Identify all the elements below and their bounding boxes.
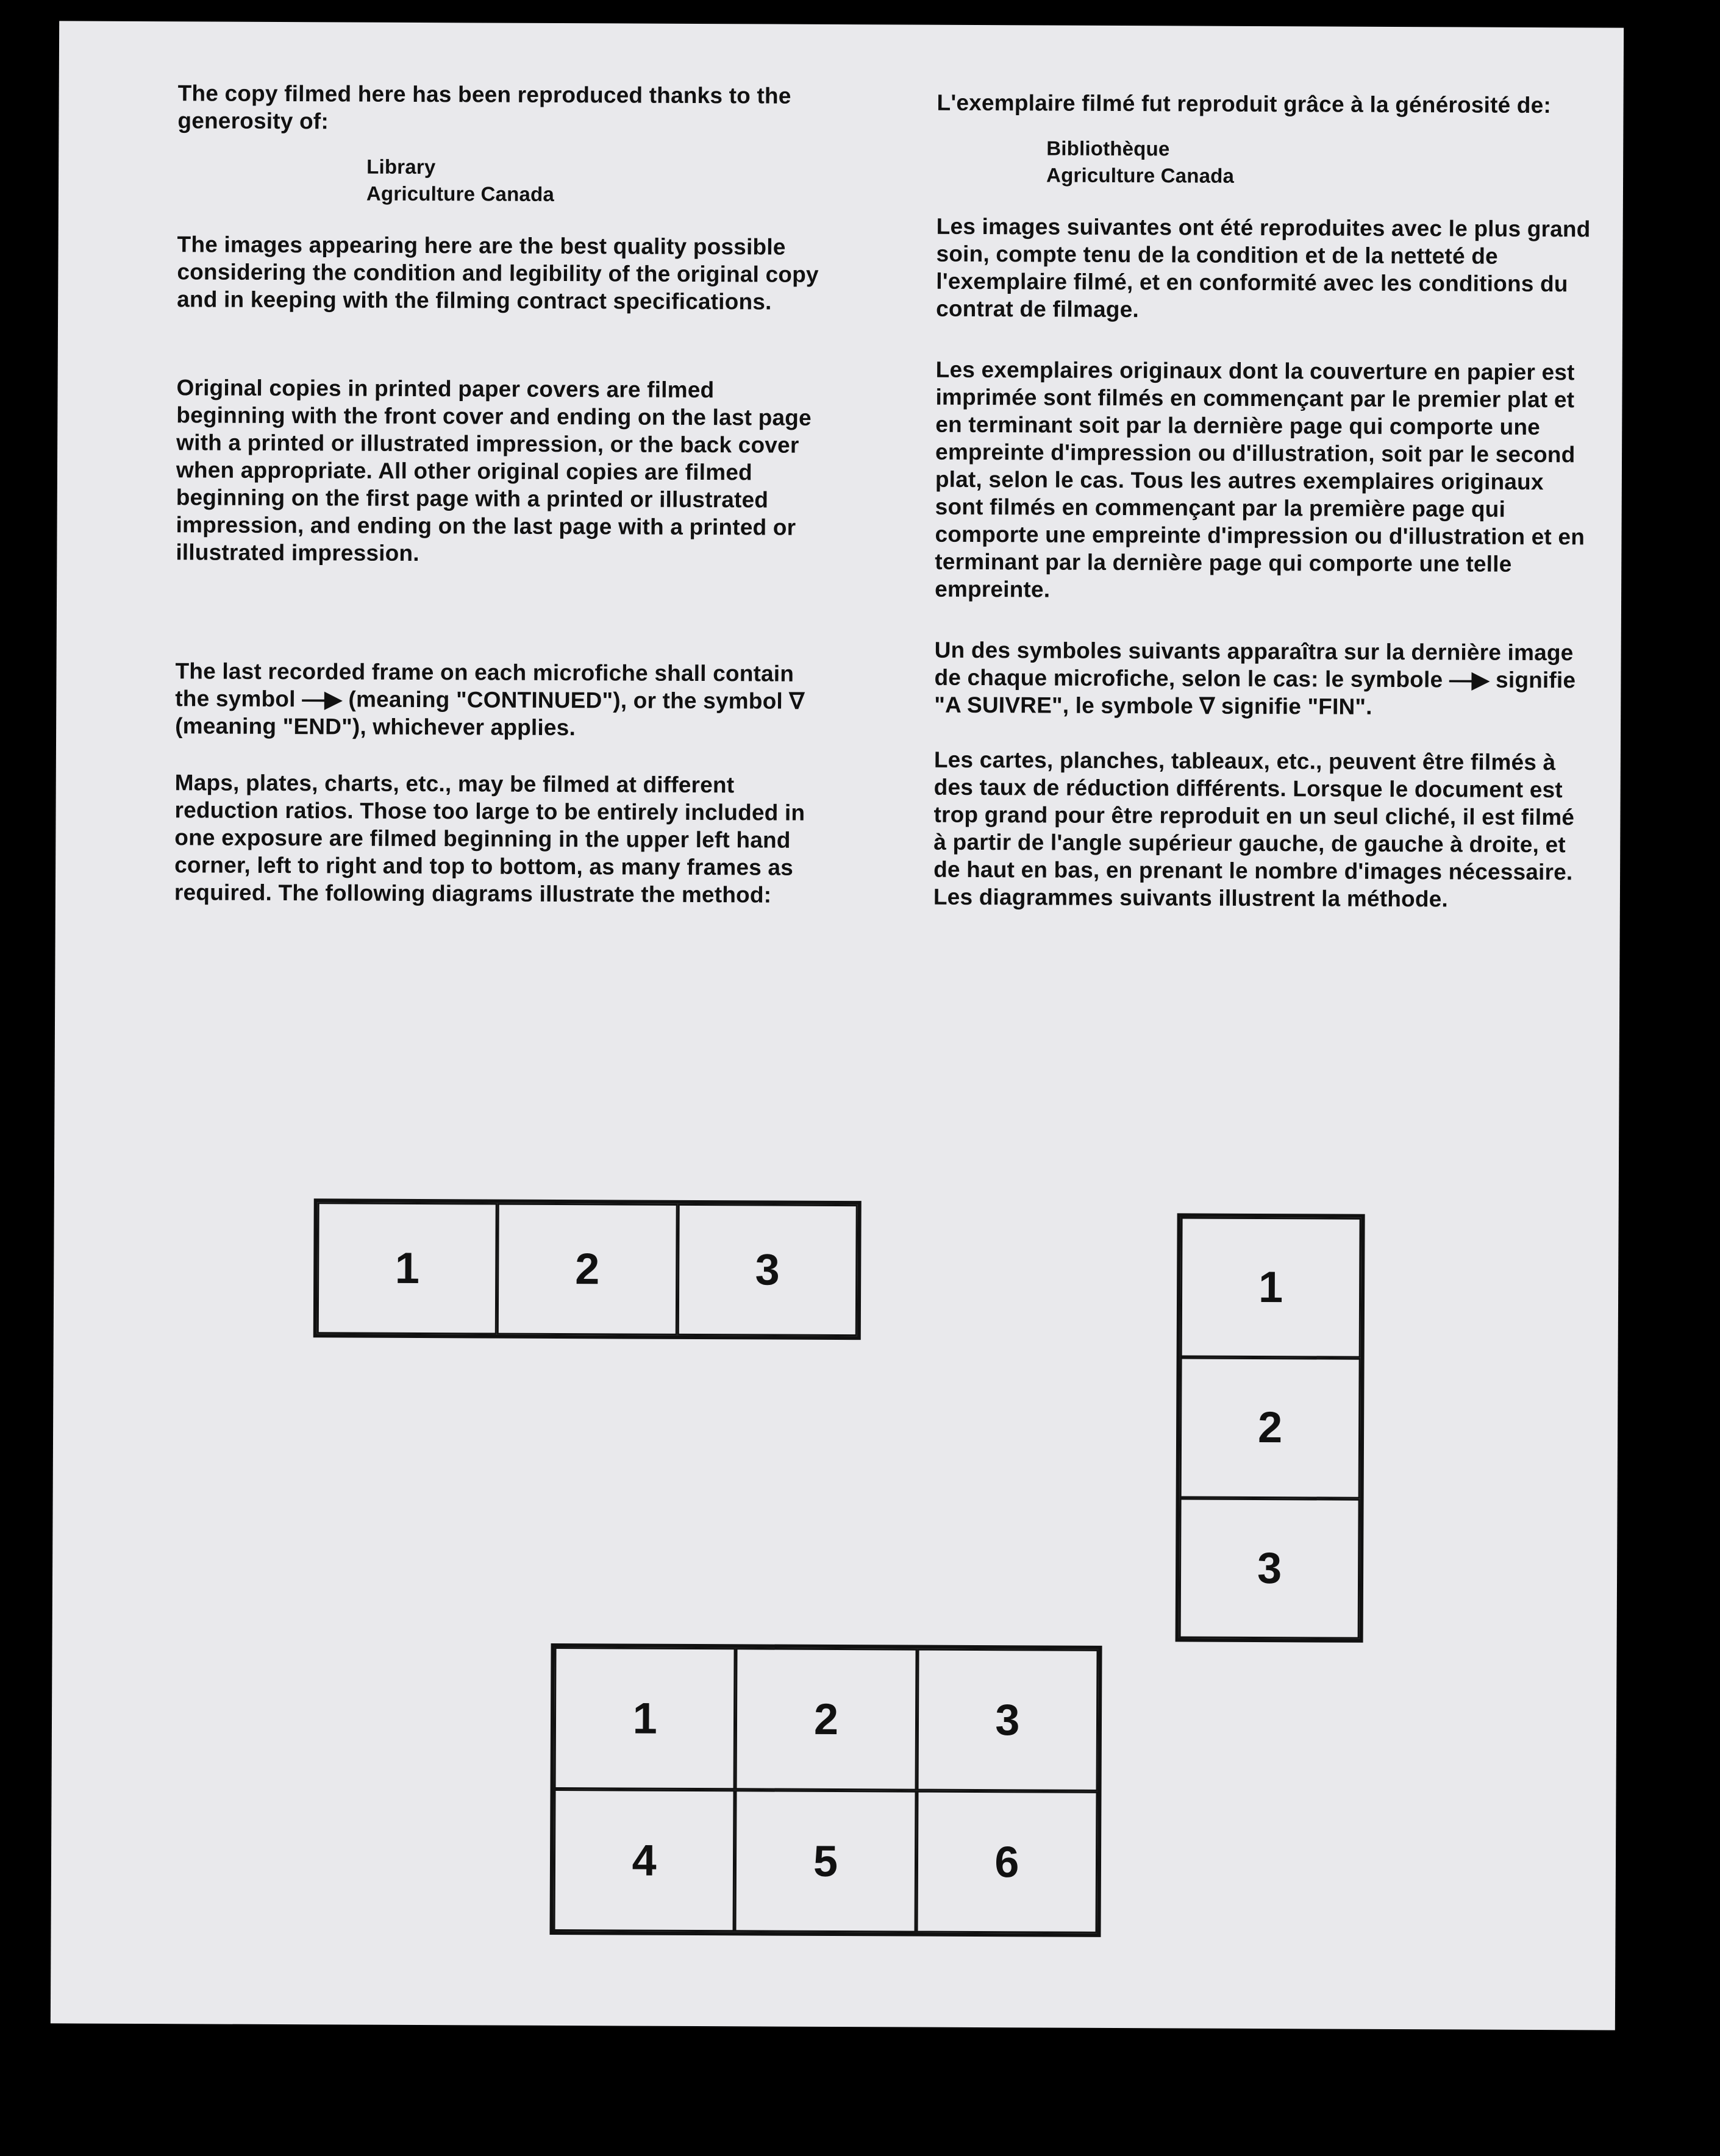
frame-cell: 3 (916, 1649, 1098, 1791)
end-triangle-icon: ∇ (1199, 693, 1215, 719)
english-symbols-text-c: (meaning "END"), whichever applies. (175, 713, 576, 741)
frame-cell: 1 (1180, 1217, 1361, 1358)
english-symbols-text-a: The last recorded frame on each microfiche shall contain the symbol (175, 658, 794, 712)
frame-cell: 3 (1179, 1498, 1360, 1639)
grid-frames-diagram (549, 1643, 1102, 1937)
french-quality-paragraph: Les images suivantes ont été reproduites avec le plus grand soin, compte tenu de la condition et de la netteté de l'exemplaire filmé, et en conformité avec les conditions du contrat de filmage. (936, 213, 1591, 322)
frame-cell: 5 (735, 1790, 916, 1932)
english-symbols-text-b: (meaning "CONTINUED"), or the symbol (348, 686, 783, 714)
frame-cell: 2 (1180, 1357, 1361, 1499)
english-thanks-paragraph: The copy filmed here has been reproduced thanks to the generosity of: (177, 80, 791, 134)
frame-cell: 1 (317, 1202, 498, 1334)
french-institution-line2: Agriculture Canada (1046, 163, 1235, 187)
french-institution (1046, 135, 1595, 191)
frame-cell: 2 (497, 1203, 677, 1336)
continued-arrow-icon: —▶ (302, 686, 343, 712)
french-symbols-paragraph (934, 636, 1593, 722)
frame-cell: 6 (916, 1791, 1097, 1934)
french-institution-line1: Bibliothèque (1046, 137, 1170, 160)
english-symbols-paragraph (175, 657, 822, 742)
french-symbols-text-b: signifie "A SUIVRE", le symbole (934, 667, 1576, 719)
french-symbols-text-a: Un des symboles suivants apparaîtra sur la dernière image de chaque microfiche, selon le cas: le symbole (934, 637, 1574, 692)
frame-cell: 2 (735, 1648, 917, 1790)
french-symbols-text-c: signifie "FIN". (1221, 693, 1372, 719)
frame-cell: 1 (554, 1647, 736, 1790)
frame-cell: 4 (554, 1789, 735, 1932)
document-page (51, 21, 1624, 2030)
end-triangle-icon: ∇ (789, 688, 805, 714)
frame-cell: 3 (677, 1204, 857, 1336)
english-column (174, 79, 824, 909)
french-maps-paragraph: Les cartes, planches, tableaux, etc., peuvent être filmés à des taux de réduction différents. Lorsque le document est trop grand pour être reproduit en un seul cliché, il est filmé à partir de l'angle supérieur gauche, de gauche à droite, et de haut en bas, en prenant le nombre d'images nécessaire. Les diagrammes suivants illustrent la méthode. (933, 747, 1575, 912)
english-maps-paragraph: Maps, plates, charts, etc., may be filmed at different reduction ratios. Those too large to be entirely included in one exposure are filmed beginning in the upper left hand corner, left to right and top to bottom, as many frames as required. The following diagrams illustrate the method: (174, 770, 805, 908)
english-institution-line1: Library (366, 155, 436, 179)
french-column (933, 89, 1596, 914)
horizontal-frames-diagram (313, 1198, 862, 1340)
continued-arrow-icon: —▶ (1449, 667, 1490, 692)
vertical-frames-diagram (1176, 1213, 1365, 1642)
english-institution-line2: Agriculture Canada (366, 182, 555, 205)
english-quality-paragraph: The images appearing here are the best quality possible considering the condition and legibility of the original copy and in keeping with the filming contract specifications. (177, 232, 819, 315)
french-thanks-paragraph: L'exemplaire filmé fut reproduit grâce à la générosité de: (937, 90, 1552, 118)
english-institution (366, 154, 824, 209)
french-originals-paragraph: Les exemplaires originaux dont la couverture en papier est imprimée sont filmés en commençant par le premier plat et en terminant soit par la dernière page qui comporte une empreinte d'impression ou d'illustration, soit par le second plat, selon le cas. Tous les autres exemplaires originaux sont filmés en commençant par la première page qui comporte une empreinte d'impression ou d'illustration et en terminant par la dernière page qui comporte une telle empreinte. (935, 357, 1585, 602)
english-originals-paragraph: Original copies in printed paper covers are filmed beginning with the front cover and ending on the last page with a printed or illustrated impression, or the back cover when appropriate. All other original copies are filmed beginning on the first page with a printed or illustrated impression, and ending on the last page with a printed or illustrated impression. (176, 375, 812, 566)
